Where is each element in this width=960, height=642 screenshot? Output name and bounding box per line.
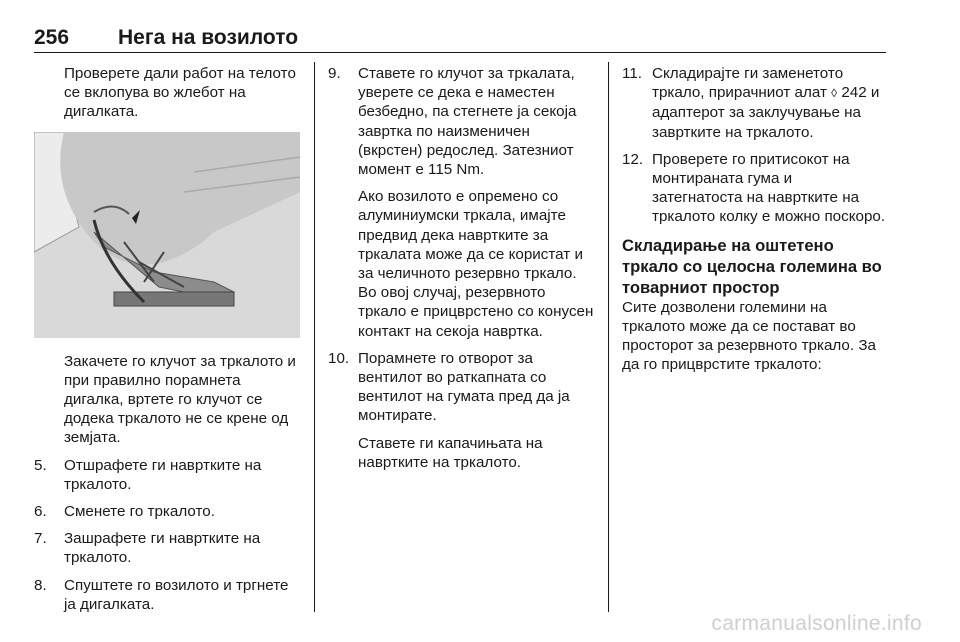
step-text: Порамнете го отворот за вентилот во раткапната со вентилот на гумата пред да ја монтирате. (358, 349, 570, 425)
step-text: и адаптерот за заклучување на завртките на тркалото. (652, 84, 880, 141)
step-text: Отшрафете ги навртките на тркалото. (64, 456, 262, 493)
list-item (328, 64, 594, 179)
list-item (622, 64, 886, 142)
step-text: Складирајте ги заменетото тркало, прирачниот алат (652, 65, 844, 102)
step-number: 9. (328, 65, 341, 82)
reference-arrow-icon: ◊ (831, 86, 838, 101)
step-number: 5. (34, 456, 47, 474)
list-item (622, 150, 886, 227)
step-text: Ставете го клучот за тркалата, уверете се дека е наместен безбедно, па стегнете ја секоја завртка по наизменичен (вкрстен) редослед. Затезниот момент е 115 Nm. (358, 65, 577, 179)
section-heading: Складирање на оштетено тркало со целосна големина во товарниот простор (622, 235, 882, 297)
list-item (34, 529, 300, 567)
list-item (328, 349, 594, 426)
step-number: 12. (622, 150, 644, 168)
column-divider (314, 62, 315, 612)
list-item (34, 576, 300, 614)
list-item (34, 456, 300, 494)
step-number: 8. (34, 576, 47, 594)
jack-illustration (34, 132, 300, 338)
step-text: Сменете го тркалото. (64, 503, 215, 521)
list-item (34, 502, 300, 521)
column-divider (608, 62, 609, 612)
body-text: Сите дозволени големини на тркалото може да се постават во просторот за резервното тркало. За да го прицврстите тркалото: (622, 298, 876, 374)
step-note: Ставете ги капачињата на навртките на тркалото. (358, 434, 543, 471)
column-left (34, 64, 300, 622)
page-title: Нега на возилото (118, 26, 299, 49)
column-middle (328, 64, 594, 472)
page-header (34, 24, 886, 53)
step-text: Проверете го притисокот на монтираната гума и затегнатоста на навртките на тркалото колку е можно поскоро. (652, 150, 886, 226)
step-text: Спуштете го возилото и тргнете ја дигалката. (64, 576, 289, 613)
watermark: carmanualsonline.info (711, 612, 922, 635)
illustration-caption: Закачете го клучот за тркалото и при правилно порамнета дигалка, вртете го клучот се додека тркалото не се крене од земјата. (64, 352, 296, 447)
step-number: 10. (328, 349, 350, 367)
step-note: Ако возилото е опремено со алуминиумски тркала, имајте предвид дека навртките за тркалата може да се користат и за челичното резервно тркало. Во овој случај, резервното тркало е прицврстено со конусен контакт на секоја навртка. (358, 188, 594, 340)
step-number: 11. (622, 65, 642, 82)
column-right (622, 64, 886, 374)
step-text: Зашрафете ги навртките на тркалото. (64, 530, 261, 567)
page-reference-link[interactable]: 242 (841, 84, 867, 102)
step-number: 6. (34, 503, 47, 521)
page-number: 256 (34, 26, 70, 49)
intro-text: Проверете дали работ на телото се вклопува во жлебот на дигалката. (64, 65, 296, 121)
step-number: 7. (34, 530, 47, 548)
